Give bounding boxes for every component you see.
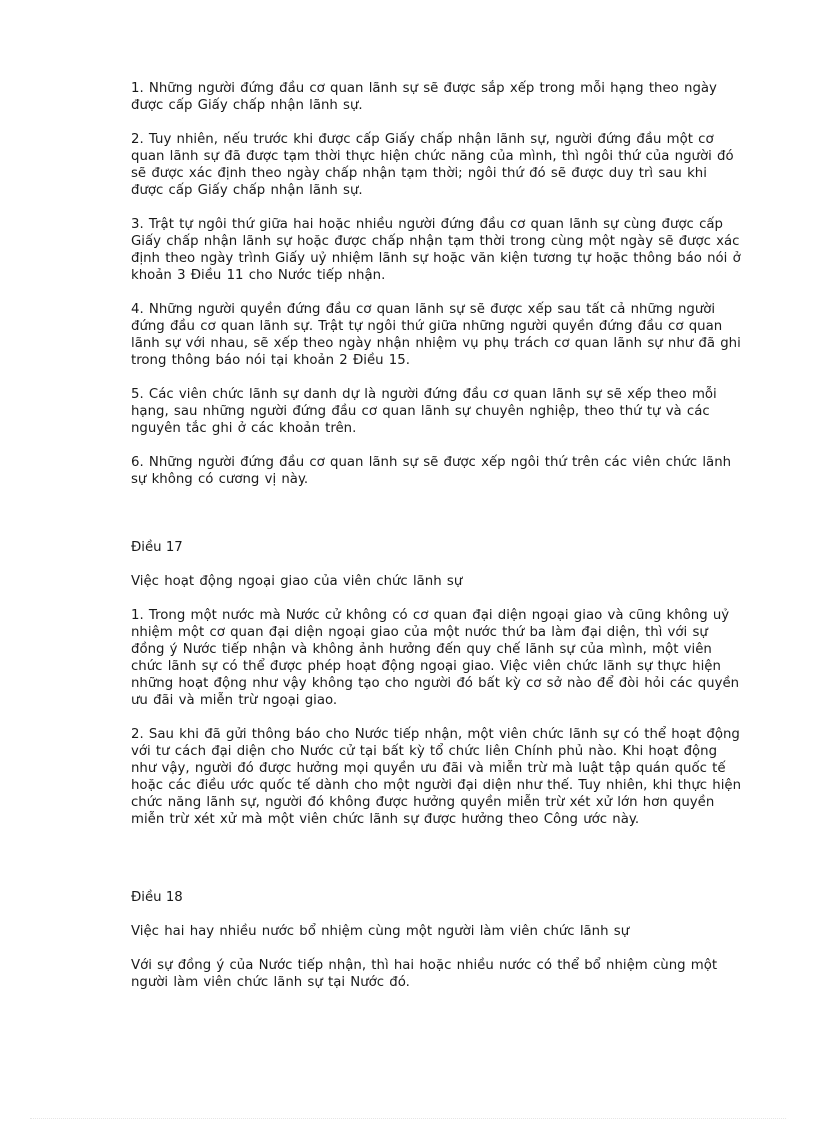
section-spacer xyxy=(131,845,741,889)
article17-paragraph-1: 1. Trong một nước mà Nước cử không có cơ quan đại diện ngoại giao và cũng không uỷ nhiệm một cơ quan đại diện ngoại giao của một nước thứ ba làm đại diện, thì với sự đồng ý Nước tiếp nhận và không ảnh hưởng đến quy chế lãnh sự của mình, một viên chức lãnh sự có thể được phép hoạt động ngoại giao. Việc viên chức lãnh sự thực hiện những hoạt động như vậy không tạo cho người đó bất kỳ cơ sở nào để đòi hỏi các quyền ưu đãi và miễn trừ ngoại giao. xyxy=(131,608,740,708)
document-page xyxy=(131,80,741,1008)
article16-paragraph-3: 3. Trật tự ngôi thứ giữa hai hoặc nhiều người đứng đầu cơ quan lãnh sự cùng được cấp Giấy chấp nhận lãnh sự hoặc được chấp nhận tạm thời trong cùng một ngày sẽ được xác định theo ngày trình Giấy uỷ nhiệm lãnh sự hoặc văn kiện tương tự hoặc thông báo nói ở khoản 3 Điều 11 cho Nước tiếp nhận. xyxy=(131,217,741,283)
article16-paragraph-2: 2. Tuy nhiên, nếu trước khi được cấp Giấy chấp nhận lãnh sự, người đứng đầu một cơ quan lãnh sự đã được tạm thời thực hiện chức năng của mình, thì ngôi thứ của người đó sẽ được xác định theo ngày chấp nhận tạm thời; ngôi thứ đó sẽ được duy trì sau khi được cấp Giấy chấp nhận lãnh sự. xyxy=(131,132,734,198)
article17-heading: Điều 17 xyxy=(131,540,183,555)
article16-paragraph-4: 4. Những người quyền đứng đầu cơ quan lãnh sự sẽ được xếp sau tất cả những người đứng đầu cơ quan lãnh sự. Trật tự ngôi thứ giữa những người quyền đứng đầu cơ quan lãnh sự với nhau, sẽ xếp theo ngày nhận nhiệm vụ phụ trách cơ quan lãnh sự như đã ghi trong thông báo nói tại khoản 2 Điều 15. xyxy=(131,302,741,368)
article17-title: Việc hoạt động ngoại giao của viên chức lãnh sự xyxy=(131,574,463,589)
article16-paragraph-1: 1. Những người đứng đầu cơ quan lãnh sự sẽ được sắp xếp trong mỗi hạng theo ngày được cấp Giấy chấp nhận lãnh sự. xyxy=(131,81,717,113)
article17-paragraph-2: 2. Sau khi đã gửi thông báo cho Nước tiếp nhận, một viên chức lãnh sự có thể hoạt động với tư cách đại diện cho Nước cử tại bất kỳ tổ chức liên Chính phủ nào. Khi hoạt động như vậy, người đó được hưởng mọi quyền ưu đãi và miễn trừ mà luật tập quán quốc tế hoặc các điều ước quốc tế dành cho một người đại diện như thế. Tuy nhiên, khi thực hiện chức năng lãnh sự, người đó không được hưởng quyền miễn trừ xét xử lớn hơn quyền miễn trừ xét xử mà một viên chức lãnh sự được hưởng theo Công ước này. xyxy=(131,727,742,827)
article16-paragraph-5: 5. Các viên chức lãnh sự danh dự là người đứng đầu cơ quan lãnh sự sẽ xếp theo mỗi hạng, sau những người đứng đầu cơ quan lãnh sự chuyên nghiệp, theo thứ tự và các nguyên tắc ghi ở các khoản trên. xyxy=(131,387,717,436)
section-spacer xyxy=(131,505,741,539)
article18-heading: Điều 18 xyxy=(131,890,183,905)
article18-title: Việc hai hay nhiều nước bổ nhiệm cùng một người làm viên chức lãnh sự xyxy=(131,924,630,939)
article18-paragraph-1: Với sự đồng ý của Nước tiếp nhận, thì hai hoặc nhiều nước có thể bổ nhiệm cùng một người làm viên chức lãnh sự tại Nước đó. xyxy=(131,958,718,990)
page-bottom-divider xyxy=(30,1118,786,1119)
article16-paragraph-6: 6. Những người đứng đầu cơ quan lãnh sự sẽ được xếp ngôi thứ trên các viên chức lãnh sự không có cương vị này. xyxy=(131,455,732,487)
